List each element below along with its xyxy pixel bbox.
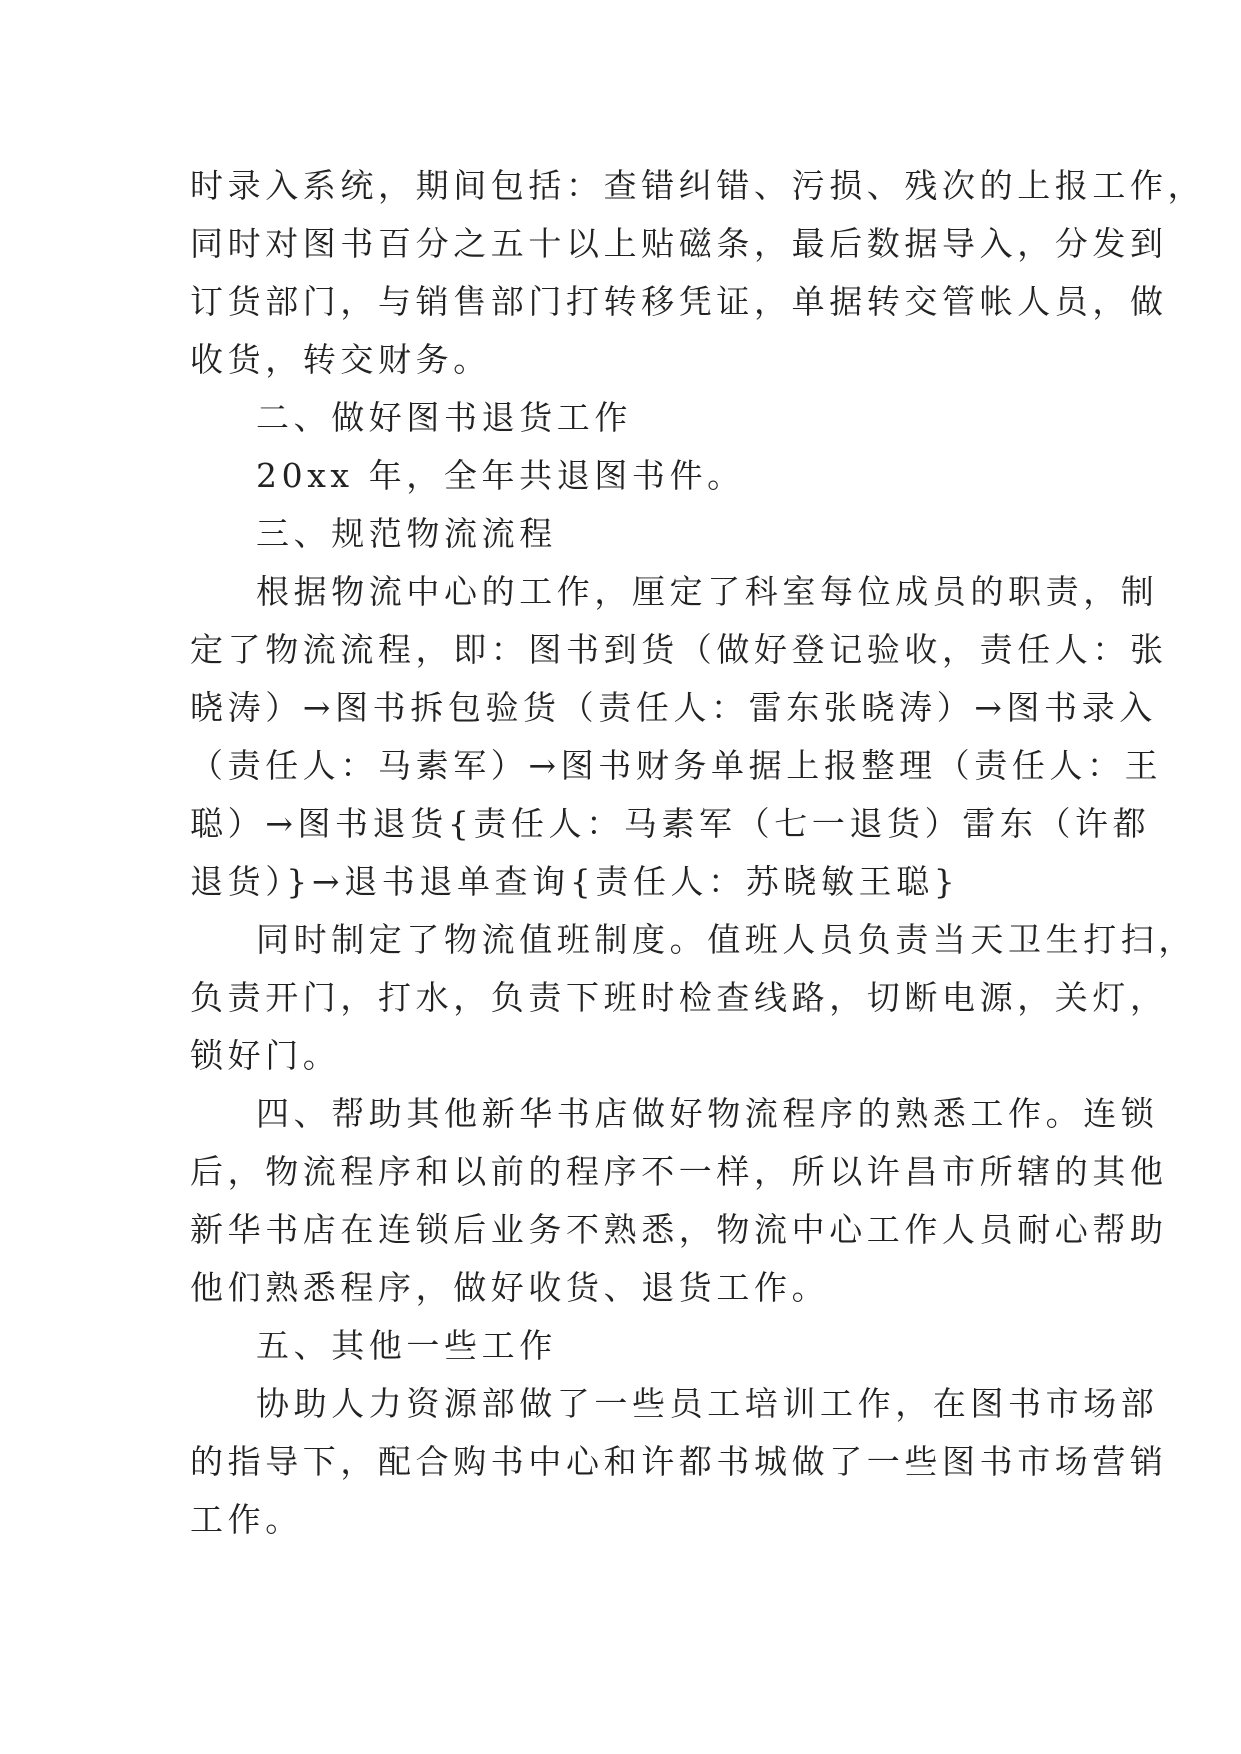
text-line: 同时制定了物流值班制度。值班人员负责当天卫生打扫， bbox=[256, 920, 1196, 959]
section-heading: 三、规范物流流程 bbox=[256, 514, 557, 553]
text-line: 根据物流中心的工作，厘定了科室每位成员的职责，制 bbox=[256, 572, 1159, 611]
text-line: 收货，转交财务。 bbox=[190, 340, 491, 379]
text-line: 定了物流流程，即：图书到货（做好登记验收，责任人：张 bbox=[190, 630, 1168, 669]
section-heading: 五、其他一些工作 bbox=[256, 1326, 557, 1365]
text-line: 晓涛）→图书拆包验货（责任人：雷东张晓涛）→图书录入 bbox=[190, 688, 1157, 727]
text-line: 的指导下，配合购书中心和许都书城做了一些图书市场营销 bbox=[190, 1442, 1168, 1481]
text-line: 20xx 年，全年共退图书件。 bbox=[256, 456, 745, 495]
text-line: 同时对图书百分之五十以上贴磁条，最后数据导入，分发到 bbox=[190, 224, 1168, 263]
section-heading: 四、帮助其他新华书店做好物流程序的熟悉工作。连锁 bbox=[256, 1094, 1159, 1133]
text-line: 协助人力资源部做了一些员工培训工作，在图书市场部 bbox=[256, 1384, 1159, 1423]
text-line: 工作。 bbox=[190, 1500, 303, 1539]
text-line: 订货部门，与销售部门打转移凭证，单据转交管帐人员，做 bbox=[190, 282, 1168, 321]
text-line: 聪）→图书退货{责任人：马素军（七一退货）雷东（许都 bbox=[190, 804, 1151, 843]
text-line: 时录入系统，期间包括：查错纠错、污损、残次的上报工作， bbox=[190, 166, 1206, 205]
text-line: 他们熟悉程序，做好收货、退货工作。 bbox=[190, 1268, 830, 1307]
text-line: 锁好门。 bbox=[190, 1036, 341, 1075]
text-line: 退货）}→退书退单查询{责任人：苏晓敏王聪} bbox=[190, 862, 960, 901]
text-line: （责任人：马素军）→图书财务单据上报整理（责任人：王 bbox=[190, 746, 1163, 785]
section-heading: 二、做好图书退货工作 bbox=[256, 398, 632, 437]
text-line: 新华书店在连锁后业务不熟悉，物流中心工作人员耐心帮助 bbox=[190, 1210, 1168, 1249]
text-line: 负责开门，打水，负责下班时检查线路，切断电源，关灯， bbox=[190, 978, 1168, 1017]
text-line: 后，物流程序和以前的程序不一样，所以许昌市所辖的其他 bbox=[190, 1152, 1168, 1191]
